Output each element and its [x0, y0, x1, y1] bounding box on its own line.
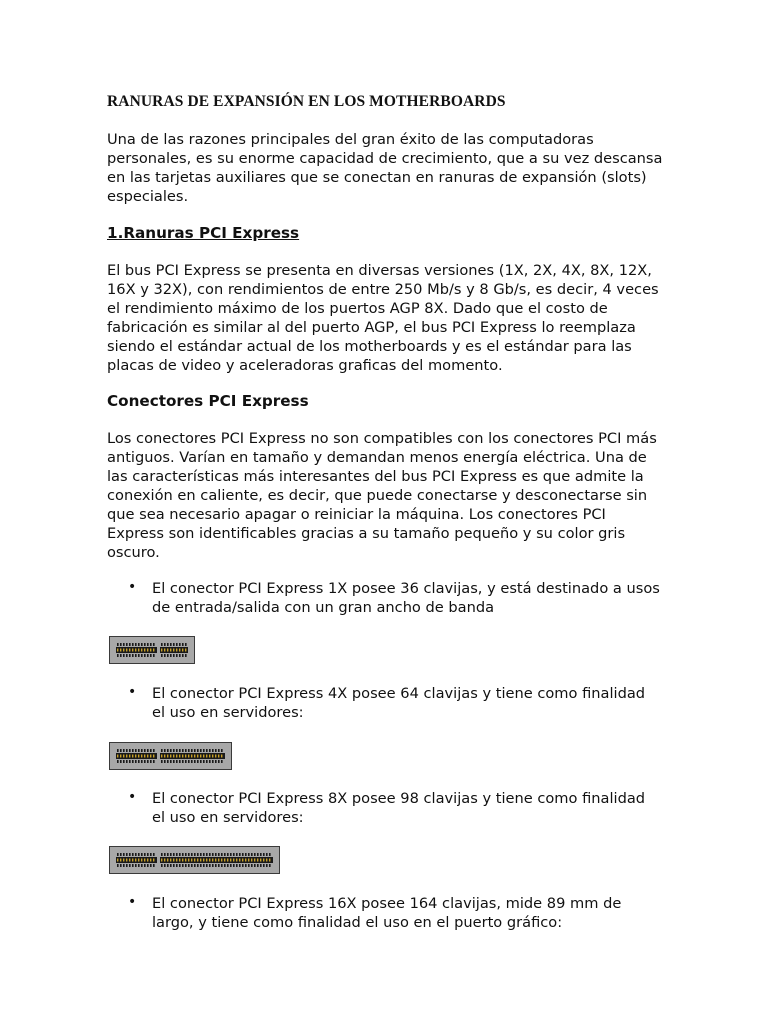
- bullet-text: El conector PCI Express 8X posee 98 clavijas y tiene como finalidad el uso en servidores:: [152, 790, 646, 826]
- section-heading-pci-express: 1.Ranuras PCI Express: [107, 224, 300, 242]
- pci-express-4x-slot-image: [109, 742, 232, 770]
- connectors-heading: Conectores PCI Express: [107, 392, 309, 410]
- bullet-text: El conector PCI Express 4X posee 64 clavijas y tiene como finalidad el uso en servidores:: [152, 685, 646, 721]
- pci-express-1x-slot-image: [109, 636, 195, 664]
- bullet-dot: •: [128, 579, 137, 595]
- bullet-text: El conector PCI Express 1X posee 36 clavijas, y está destinado a usos de entrada/salida con un gran ancho de banda: [152, 580, 660, 616]
- bullet-dot: •: [128, 894, 137, 910]
- pci-express-paragraph: El bus PCI Express se presenta en diversas versiones (1X, 2X, 4X, 8X, 12X, 16X y 32X), con rendimientos de entre 250 Mb/s y 8 Gb/s, es decir, 4 veces el rendimiento máximo de los puertos AGP 8X. Dado que el costo de fabricación es similar al del puerto AGP, el bus PCI Express lo reemplaza siendo el estándar actual de los motherboards y es el estándar para las placas de video y aceleradoras graficas del momento.: [107, 262, 659, 374]
- document-title: RANURAS DE EXPANSIÓN EN LOS MOTHERBOARDS: [107, 93, 506, 110]
- intro-paragraph: Una de las razones principales del gran éxito de las computadoras personales, es su enorme capacidad de crecimiento, que a su vez descansa en las tarjetas auxiliares que se conectan en ranuras de expansión (slots) especiales.: [107, 131, 663, 205]
- bullet-dot: •: [128, 684, 137, 700]
- bullet-text: El conector PCI Express 16X posee 164 clavijas, mide 89 mm de largo, y tiene como finalidad el uso en el puerto gráfico:: [152, 895, 622, 931]
- bullet-dot: •: [128, 789, 137, 805]
- pci-express-8x-slot-image: [109, 846, 280, 874]
- connectors-paragraph: Los conectores PCI Express no son compatibles con los conectores PCI más antiguos. Varían en tamaño y demandan menos energía eléctrica. Una de las características más interesantes del bus PCI Express es que admite la conexión en caliente, es decir, que puede conectarse y desconectarse sin que sea necesario apagar o reiniciar la máquina. Los conectores PCI Express son identificables gracias a su tamaño pequeño y su color gris oscuro.: [107, 430, 657, 561]
